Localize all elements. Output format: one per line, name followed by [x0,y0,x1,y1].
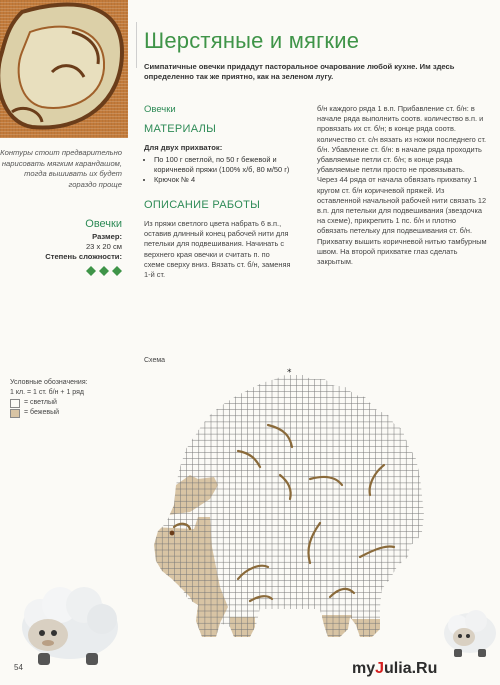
info-title: Овечки [85,218,122,230]
list-item: • Крючок № 4 [154,175,292,185]
photo-caption: Контуры стоит предварительно нарисовать мягким карандашом, тогда вышивать их будет гораздо проще [0,148,122,189]
page-title: Шерстяные и мягкие [144,28,360,53]
section-heading: Овечки [144,104,176,115]
sheep-figurine-photo [14,575,124,670]
materials-intro: Для двух прихваток: [144,143,223,152]
materials-list [144,155,292,185]
diamond-icon [86,266,96,276]
watermark-j: J [375,660,385,677]
work-text-continued: б/н каждого ряда 1 в.п. Прибавление ст. б/н: в начале ряда выполнить соотв. количество в.п. и провязать их ст. б/н; в конце ряда соотв. количество ст. с/н вязать из ножки последнего ст. б/н. Убавление ст. б/н: в начале ряда проходить убавляемые петли ст. б/н; в конце ряда убавляемые петли просто не провязывать. Через 44 ряда от начала обвязать прихватку 1 кругом ст. б/н коричневой пряжей. Из оставленной начальной рабочей нити связать 12 в.п. для петельки для подвешивания (звездочка на схеме), прикрепить 1 пс. б/н и плотно обвязать петельку для подвешивания ст. б/н. Прихватку вышить коричневой нитью тамбурным швом. На второй прихватке глаз сделать закрытым. [317,104,487,267]
legend-light-row [10,398,130,408]
legend-light-label: = светлый [24,399,57,406]
legend-beige-label: = бежевый [24,409,60,416]
legend-scale: 1 кл. = 1 ст. б/н + 1 ряд [10,389,84,396]
light-swatch [10,399,20,408]
schema-label: Схема [144,357,166,364]
page-number: 54 [14,663,23,672]
chart-legend [10,378,130,418]
embroidered-potholder-photo [0,0,128,138]
watermark-my: my [352,660,376,677]
beige-swatch [10,409,20,418]
size-label: Размер: [92,232,122,241]
crochet-chart [150,367,442,655]
work-text: Из пряжи светлого цвета набрать 6 в.п., оставив длинный конец рабочей нити для петельки для подвешивания. Начинать с верхнего края овечки и считать п. по схеме сверху вниз. Вязать ст. б/н, заменяя 1-й ст. [144,219,291,280]
difficulty-label: Степень сложности: [45,252,122,261]
project-info [0,218,122,281]
diamond-icon [99,266,109,276]
diamond-icon [112,266,122,276]
sheep-eye [170,531,175,536]
difficulty-rating [86,266,122,276]
watermark-rest: ulia.Ru [384,660,438,677]
work-heading: ОПИСАНИЕ РАБОТЫ [144,199,261,211]
hanging-loop-star: * [287,368,292,378]
header-divider [136,22,137,68]
page-subtitle: Симпатичные овечки придадут пасторальное очарование любой кухне. Им здесь определенно так же приятно, как на зеленом лугу. [144,62,455,81]
materials-heading: МАТЕРИАЛЫ [144,123,217,135]
legend-beige-row [10,408,130,418]
instructions-column-2 [317,104,487,267]
size-value: 23 х 20 см [85,242,122,251]
watermark [352,660,437,678]
sheep-body [150,375,424,649]
list-item: • По 100 г светлой, по 50 г бежевой и коричневой пряжи (100% х/б, 80 м/50 г) [154,155,292,175]
small-sheep-figurine-photo [440,603,500,663]
instructions-column-1 [144,104,292,280]
legend-title: Условные обозначения: [10,379,88,386]
